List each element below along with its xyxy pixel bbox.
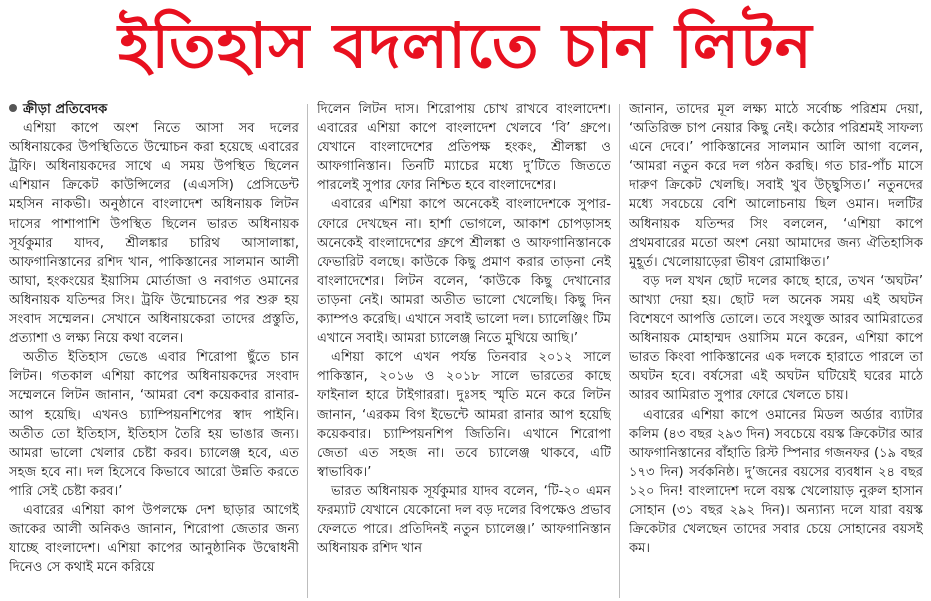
- paragraph: এশিয়া কাপে অংশ নিতে আসা সব দলের অধিনায়কের উপস্থিতিতে উন্মোচন করা হয়েছে এবারের ট্রফি। অধিনায়কদের সাথে এ সময় উপস্থিত ছিলেন এশিয়ান ক্রিকেট কাউন্সিলের (এএসসি) প্রেসিডেন্ট মহসিন নাকভী। অনুষ্ঠানে বাংলাদেশ অধিনায়ক লিটন দাসের পাশাপাশি উপস্থিত ছিলেন ভারত অধিনায়ক সূর্যকুমার যাদব, শ্রীলঙ্কার চারিথ আসালাঙ্কা, আফগানিস্তানের রশিদ খান, পাকিস্তানের সালমান আলী আঘা, হংকংয়ের ইয়াসিম মোর্তাজা ও নবাগত ওমানের অধিনায়ক যতিন্দর সিং। ট্রফি উন্মোচনের পর শুরু হয় সংবাদ সম্মেলন। সেখানে অধিনায়কেরা তাদের প্রস্তুতি, প্রত্যাশা ও লক্ষ্য নিয়ে কথা বলেন।: [9, 121, 299, 347]
- paragraph: এবারের এশিয়া কাপে ওমানের মিডল অর্ডার ব্যাটার কলিম (৪৩ বছর ২৯৩ দিন) সবচেয়ে বয়স্ক ক্রিকেটার আর আফগানিস্তানের বাঁহাতি রিস্ট স্পিনার গজনফর (১৯ বছর ১৭৩ দিন) সর্বকনিষ্ঠ। দু’জনের বয়সের ব্যবধান ২৪ বছর ১২০ দিন! বাংলাদেশ দলে বয়স্ক খেলোয়াড় নুরুল হাসান সোহান (৩১ বছর ২৯২ দিন)। অন্যান্য দলে যারা বয়স্ক ক্রিকেটার খেলছেন তাদের সবার চেয়ে সোহানের বয়সই কম।: [629, 407, 923, 557]
- paragraph: এবারের এশিয়া কাপ উপলক্ষে দেশ ছাড়ার আগেই জাকের আলী অনিকও জানান, শিরোপা জেতার জন্য যাচ্ছে বাংলাদেশ। এশিয়া কাপের আনুষ্ঠানিক উদ্বোধনী দিনেও সে কথাই মনে করিয়ে: [9, 502, 299, 576]
- paragraph: ভারত অধিনায়ক সূর্যকুমার যাদব বলেন, ‘টি-২০ এমন ফরম্যাট যেখানে যেকোনো দল বড় দলের বিপক্ষেও প্রভাব ফেলতে পারে। প্রতিদিনই নতুন চ্যালেঞ্জ।’ আফগানিস্তান অধিনায়ক রশিদ খান: [317, 483, 611, 557]
- article-column-3: [629, 100, 923, 600]
- paragraph: এবারের এশিয়া কাপে অনেকেই বাংলাদেশকে সুপার-ফোরে দেখছেন না। হার্শা ভোগলে, আকাশ চোপড়াসহ অনেকেই বাংলাদেশের গ্রুপে শ্রীলঙ্কা ও আফগানিস্তানকে ফেভারিট বলছে। কাউকে কিছু প্রমাণ করার তাড়না নেই বাংলাদেশের। লিটন বলেন, ‘কাউকে কিছু দেখানোর তাড়না নেই। আমরা অতীত ভালো খেলেছি। কিছু দিন ক্যাম্পও করেছি। এখানে সবাই ভালো দল। চ্যালেঞ্জিং টিম এখানে সবাই। আমরা চ্যালেঞ্জ নিতে মুখিয়ে আছি।’: [317, 197, 611, 347]
- article-column-2: [317, 100, 611, 600]
- paragraph: অতীত ইতিহাস ভেঙে এবার শিরোপা ছুঁতে চান লিটন। গতকাল এশিয়া কাপের অধিনায়কদের সংবাদ সম্মেলনে লিটন জানান, ‘আমরা বেশ কয়েকবার রানার-আপ হয়েছি। এখনও চ্যাম্পিয়নশিপের স্বাদ পাইনি। অতীত তো ইতিহাস, ইতিহাস তৈরি হয় ভাঙার জন্য। আমরা ভালো খেলার চেষ্টা করব। চ্যালেঞ্জ হবে, এত সহজ হবে না। দল হিসেবে কিভাবে আরো উন্নতি করতে পারি সেই চেষ্টা করব।’: [9, 350, 299, 499]
- column-divider: [619, 104, 620, 598]
- paragraph: জানান, তাদের মূল লক্ষ্য মাঠে সর্বোচ্চ পরিশ্রম দেয়া, ‘অতিরিক্ত চাপ নেয়ার কিছু নেই। কঠোর পরিশ্রমই সাফল্য এনে দেবে।’ পাকিস্তানের সালমান আলি আগা বলেন, ‘আমরা নতুন করে দল গঠন করছি। গত চার-পাঁচ মাসে দারুণ ক্রিকেট খেলছি। সবাই খুব উচ্ছ্বসিত।’ নতুনদের মধ্যে সবচেয়ে বেশি আলোচনায় ছিল ওমান। দলটির অধিনায়ক যতিন্দর সিং বললেন, ‘এশিয়া কাপে প্রথমবারের মতো অংশ নেয়া আমাদের জন্য ঐতিহাসিক মুহূর্ত। খেলোয়াড়েরা ভীষণ রোমাঞ্চিত।’: [629, 102, 923, 270]
- paragraph: এশিয়া কাপে এখন পর্যন্ত তিনবার ২০১২ সালে পাকিস্তান, ২০১৬ ও ২০১৮ সালে ভারতের কাছে ফাইনাল হারে টাইগাররা। দুঃসহ স্মৃতি মনে করে লিটন জানান, ‘এরকম বিগ ইভেন্টে আমরা রানার আপ হয়েছি কয়েকবার। চ্যাম্পিয়নশিপ জিতিনি। এখানে শিরোপা জেতা এত সহজ না। তবে চ্যালেঞ্জ থাকবে, এটি স্বাভাবিক।’: [317, 350, 611, 480]
- byline: [9, 100, 299, 119]
- column-divider: [307, 104, 308, 598]
- paragraph: বড় দল যখন ছোট দলের কাছে হারে, তখন ‘অঘটন’ আখ্যা দেয়া হয়। ছোট দল অনেক সময় এই অঘটন বিশেষণে আপত্তি তোলে। তবে সংযুক্ত আরব আমিরাতের অধিনায়ক মোহাম্মদ ওয়াসিম মনে করেন, এশিয়া কাপে ভারত কিংবা পাকিস্তানের এক দলকে হারাতে পারলে তা অঘটন হবে। বর্ষসেরা এই অঘটন ঘটিয়েই ঘরের মাঠে আরব আমিরাত সুপার ফোরে খেলতে চায়।: [629, 273, 923, 404]
- headline: ইতিহাস বদলাতে চান লিটন: [118, 9, 813, 82]
- byline-text: ক্রীড়া প্রতিবেদক: [23, 102, 108, 117]
- paragraph: দিলেন লিটন দাস। শিরোপায় চোখ রাখবে বাংলাদেশ। এবারের এশিয়া কাপে বাংলাদেশ খেলবে ‘বি’ গ্রুপে। যেখানে বাংলাদেশের প্রতিপক্ষ হংকং, শ্রীলঙ্কা ও আফগানিস্তান। তিনটি ম্যাচের মধ্যে দু’টিতে জিততে পারলেই সুপার ফোর নিশ্চিত হবে বাংলাদেশের।: [317, 102, 611, 194]
- bullet-icon: [9, 104, 17, 112]
- article-column-1: [9, 100, 299, 600]
